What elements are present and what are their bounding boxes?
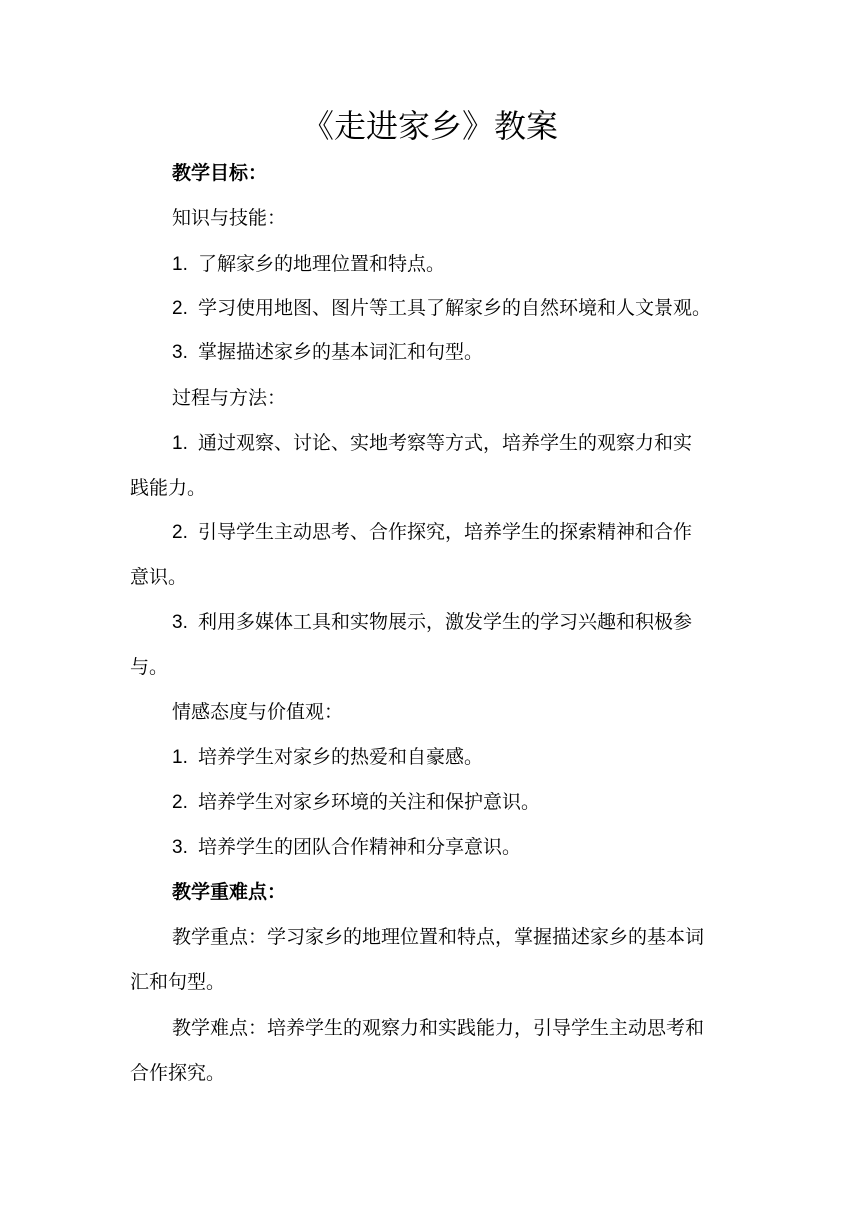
list-item (172, 293, 732, 324)
list-text: 培养学生对家乡的热爱和自豪感。 (198, 746, 484, 768)
list-text: 培养学生对家乡环境的关注和保护意识。 (198, 791, 541, 813)
key-point-continuation: 汇和句型。 (130, 971, 226, 993)
difficulty-line: 教学难点：培养学生的观察力和实践能力，引导学生主动思考和 (172, 1017, 705, 1039)
list-text: 学习使用地图、图片等工具了解家乡的自然环境和人文景观。 (198, 297, 712, 319)
difficulty-continuation: 合作探究。 (130, 1062, 226, 1084)
subheading-emotion: 情感态度与价值观： (172, 701, 344, 723)
key-point-line: 教学重点：学习家乡的地理位置和特点，掌握描述家乡的基本词 (172, 926, 705, 948)
list-number: 1. (172, 747, 188, 768)
list-number: 3. (172, 342, 188, 363)
list-number: 3. (172, 837, 188, 858)
list-text: 引导学生主动思考、合作探究，培养学生的探索精神和合作 (198, 521, 693, 543)
document-title: 《走进家乡》教案 (301, 107, 558, 145)
list-number: 1. (172, 254, 188, 275)
list-text: 利用多媒体工具和实物展示，激发学生的学习兴趣和积极参 (198, 611, 693, 633)
list-item-continuation: 意识。 (130, 566, 188, 588)
section-heading-key-difficult: 教学重难点： (172, 881, 287, 903)
subheading-knowledge: 知识与技能： (172, 207, 287, 229)
list-item (172, 787, 732, 818)
list-item (172, 428, 732, 459)
section-heading-objectives: 教学目标： (172, 162, 268, 184)
subheading-process: 过程与方法： (172, 387, 287, 409)
list-item (172, 832, 732, 863)
list-item-continuation: 与。 (130, 656, 169, 678)
list-item (172, 517, 732, 548)
list-item-continuation: 践能力。 (130, 477, 207, 499)
list-text: 了解家乡的地理位置和特点。 (198, 253, 446, 275)
list-text: 通过观察、讨论、实地考察等方式，培养学生的观察力和实 (198, 432, 693, 454)
list-text: 掌握描述家乡的基本词汇和句型。 (198, 341, 484, 363)
list-number: 1. (172, 433, 188, 454)
list-item (172, 607, 732, 638)
list-item (172, 337, 732, 368)
list-number: 2. (172, 792, 188, 813)
list-number: 2. (172, 298, 188, 319)
list-item (172, 742, 732, 773)
list-text: 培养学生的团队合作精神和分享意识。 (198, 836, 522, 858)
list-item (172, 249, 732, 280)
list-number: 2. (172, 522, 188, 543)
list-number: 3. (172, 612, 188, 633)
